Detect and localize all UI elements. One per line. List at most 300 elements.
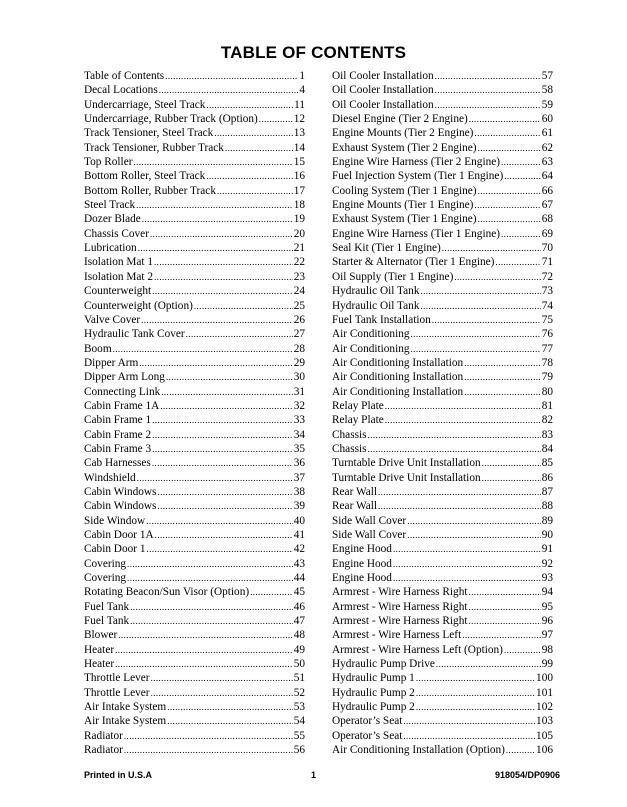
toc-entry-page: 35 bbox=[293, 442, 305, 455]
toc-right-column bbox=[332, 69, 553, 758]
toc-entry bbox=[84, 471, 305, 485]
dot-leader bbox=[166, 370, 293, 384]
dot-leader bbox=[152, 413, 293, 427]
footer-printed-in: Printed in U.S.A bbox=[84, 770, 153, 780]
toc-entry bbox=[84, 169, 305, 183]
dot-leader bbox=[393, 542, 541, 556]
dot-leader bbox=[416, 700, 535, 714]
dot-leader bbox=[142, 212, 293, 226]
toc-entry-title: Seal Kit (Tier 1 Engine) bbox=[332, 242, 441, 255]
toc-entry-title: Windshield bbox=[84, 471, 136, 484]
toc-entry bbox=[332, 600, 553, 614]
toc-entry bbox=[332, 686, 553, 700]
toc-entry-page: 26 bbox=[293, 313, 305, 326]
toc-entry-page: 72 bbox=[541, 270, 553, 283]
toc-entry bbox=[84, 528, 305, 542]
dot-leader bbox=[478, 184, 541, 198]
toc-entry bbox=[332, 270, 553, 284]
toc-entry-page: 58 bbox=[541, 84, 553, 97]
dot-leader bbox=[368, 442, 541, 456]
dot-leader bbox=[464, 385, 541, 399]
toc-entry-page: 51 bbox=[293, 672, 305, 685]
toc-entry-title: Oil Supply (Tier 1 Engine) bbox=[332, 270, 454, 283]
toc-entry bbox=[84, 557, 305, 571]
toc-entry-page: 81 bbox=[541, 399, 553, 412]
toc-entry-title: Turntable Drive Unit Installation bbox=[332, 457, 481, 470]
toc-entry-title: Relay Plate bbox=[332, 399, 384, 412]
toc-entry bbox=[84, 356, 305, 370]
dot-leader bbox=[159, 83, 299, 97]
toc-entry bbox=[332, 714, 553, 728]
toc-entry bbox=[84, 743, 305, 757]
toc-entry-page: 78 bbox=[541, 356, 553, 369]
toc-entry bbox=[332, 126, 553, 140]
toc-entry-page: 49 bbox=[293, 643, 305, 656]
toc-entry-title: Engine Mounts (Tier 1 Engine) bbox=[332, 199, 474, 212]
toc-entry bbox=[84, 671, 305, 685]
toc-entry-page: 23 bbox=[293, 270, 305, 283]
toc-entry-page: 61 bbox=[541, 127, 553, 140]
toc-entry bbox=[84, 485, 305, 499]
toc-entry-title: Throttle Lever bbox=[84, 686, 150, 699]
dot-leader bbox=[501, 227, 541, 241]
toc-entry-title: Cabin Frame 2 bbox=[84, 428, 152, 441]
toc-entry-title: Starter & Alternator (Tier 1 Engine) bbox=[332, 256, 495, 269]
toc-entry bbox=[332, 69, 553, 83]
toc-entry bbox=[332, 428, 553, 442]
toc-entry-page: 63 bbox=[541, 156, 553, 169]
toc-entry-title: Dozer Blade bbox=[84, 213, 141, 226]
toc-entry bbox=[84, 442, 305, 456]
toc-entry bbox=[84, 657, 305, 671]
toc-entry-page: 18 bbox=[293, 199, 305, 212]
dot-leader bbox=[478, 212, 541, 226]
dot-leader bbox=[152, 456, 293, 470]
toc-entry-title: Covering bbox=[84, 572, 127, 585]
toc-entry-page: 101 bbox=[536, 686, 553, 699]
dot-leader bbox=[474, 126, 540, 140]
toc-entry-title: Fuel Injection System (Tier 1 Engine) bbox=[332, 170, 504, 183]
toc-entry-title: Dipper Arm bbox=[84, 356, 139, 369]
toc-entry bbox=[332, 169, 553, 183]
toc-entry bbox=[332, 255, 553, 269]
toc-entry-page: 28 bbox=[293, 342, 305, 355]
toc-entry bbox=[84, 729, 305, 743]
dot-leader bbox=[435, 98, 541, 112]
dot-leader bbox=[504, 643, 541, 657]
toc-entry-page: 100 bbox=[536, 672, 553, 685]
toc-entry-title: Hydraulic Pump 1 bbox=[332, 672, 415, 685]
dot-leader bbox=[474, 198, 540, 212]
dot-leader bbox=[157, 499, 292, 513]
toc-entry-page: 106 bbox=[536, 744, 553, 757]
toc-entry-title: Side Wall Cover bbox=[332, 529, 407, 541]
toc-entry-title: Hydraulic Tank Cover bbox=[84, 328, 185, 341]
toc-entry-title: Engine Hood bbox=[332, 557, 392, 570]
dot-leader bbox=[152, 284, 293, 298]
page-title: TABLE OF CONTENTS bbox=[220, 43, 407, 62]
toc-entry-page: 95 bbox=[541, 600, 553, 613]
toc-entry-page: 73 bbox=[541, 285, 553, 298]
toc-entry-page: 84 bbox=[541, 442, 553, 455]
toc-entry bbox=[332, 198, 553, 212]
toc-entry-page: 38 bbox=[293, 485, 305, 498]
toc-entry bbox=[84, 700, 305, 714]
toc-entry bbox=[84, 628, 305, 642]
toc-entry-title: Cabin Windows bbox=[84, 485, 157, 498]
toc-entry-page: 54 bbox=[293, 715, 305, 728]
toc-entry-page: 62 bbox=[541, 141, 553, 154]
dot-leader bbox=[454, 270, 540, 284]
toc-entry-title: Cooling System (Tier 1 Engine) bbox=[332, 184, 477, 197]
toc-entry-title: Undercarriage, Steel Track bbox=[84, 98, 206, 111]
toc-entry bbox=[84, 227, 305, 241]
toc-entry bbox=[332, 643, 553, 657]
toc-entry-page: 14 bbox=[293, 141, 305, 154]
dot-leader bbox=[259, 112, 293, 126]
toc-entry-page: 39 bbox=[293, 500, 305, 513]
dot-leader bbox=[139, 356, 292, 370]
dot-leader bbox=[165, 69, 298, 83]
toc-entry-page: 93 bbox=[541, 572, 553, 585]
toc-entry bbox=[84, 413, 305, 427]
toc-entry-page: 22 bbox=[293, 256, 305, 269]
toc-entry bbox=[332, 370, 553, 384]
toc-entry-title: Isolation Mat 1 bbox=[84, 256, 154, 269]
toc-entry-page: 45 bbox=[293, 586, 305, 599]
toc-entry-title: Operator’s Seat bbox=[332, 715, 403, 728]
toc-entry bbox=[332, 514, 553, 528]
toc-entry-page: 52 bbox=[293, 686, 305, 699]
dot-leader bbox=[138, 241, 293, 255]
toc-entry-title: Steel Track bbox=[84, 199, 136, 212]
toc-entry-title: Rotating Beacon/Sun Visor (Option) bbox=[84, 586, 250, 599]
toc-entry-title: Engine Hood bbox=[332, 572, 392, 585]
dot-leader bbox=[411, 327, 541, 341]
dot-leader bbox=[469, 614, 541, 628]
dot-leader bbox=[206, 98, 293, 112]
toc-entry-title: Armrest - Wire Harness Left bbox=[332, 629, 462, 642]
toc-entry-title: Side Wall Cover bbox=[332, 514, 407, 527]
dot-leader bbox=[469, 585, 541, 599]
dot-leader bbox=[194, 299, 293, 313]
dot-leader bbox=[124, 729, 293, 743]
dot-leader bbox=[161, 385, 292, 399]
toc-entry-page: 82 bbox=[541, 414, 553, 427]
toc-entry bbox=[332, 342, 553, 356]
dot-leader bbox=[225, 141, 293, 155]
toc-entry-title: Cabin Frame 1 bbox=[84, 414, 152, 427]
toc-entry bbox=[84, 428, 305, 442]
toc-entry-title: Hydraulic Oil Tank bbox=[332, 299, 420, 312]
dot-leader bbox=[411, 342, 541, 356]
toc-entry bbox=[332, 313, 553, 327]
toc-entry-title: Counterweight (Option) bbox=[84, 299, 193, 312]
toc-entry-title: Armrest - Wire Harness Right bbox=[332, 600, 468, 613]
toc-entry-page: 94 bbox=[541, 586, 553, 599]
toc-entry-title: Blower bbox=[84, 629, 118, 642]
toc-entry-page: 92 bbox=[541, 557, 553, 570]
toc-entry-title: Cabin Door 1 bbox=[84, 543, 146, 556]
toc-entry-title: Dipper Arm Long bbox=[84, 371, 165, 384]
dot-leader bbox=[167, 700, 293, 714]
toc-entry bbox=[332, 628, 553, 642]
toc-entry bbox=[84, 571, 305, 585]
toc-entry bbox=[332, 456, 553, 470]
toc-entry-title: Cabin Windows bbox=[84, 500, 157, 513]
toc-entry-page: 42 bbox=[293, 543, 305, 556]
toc-entry-title: Heater bbox=[84, 643, 115, 656]
toc-entry-page: 59 bbox=[541, 98, 553, 111]
toc-entry bbox=[84, 542, 305, 556]
toc-entry-page: 57 bbox=[541, 70, 553, 82]
toc-entry-title: Turntable Drive Unit Installation bbox=[332, 471, 481, 484]
toc-entry-page: 40 bbox=[293, 514, 305, 527]
toc-entry-title: Rear Wall bbox=[332, 500, 377, 513]
dot-leader bbox=[462, 628, 541, 642]
toc-entry bbox=[332, 184, 553, 198]
toc-entry-title: Exhaust System (Tier 2 Engine) bbox=[332, 141, 477, 154]
dot-leader bbox=[154, 270, 293, 284]
dot-leader bbox=[407, 528, 541, 542]
toc-entry-page: 70 bbox=[541, 242, 553, 255]
toc-entry bbox=[332, 327, 553, 341]
toc-entry-page: 13 bbox=[293, 127, 305, 140]
toc-entry-title: Air Conditioning Installation (Option) bbox=[332, 744, 505, 757]
dot-leader bbox=[155, 528, 293, 542]
toc-entry-page: 33 bbox=[293, 414, 305, 427]
toc-entry bbox=[332, 542, 553, 556]
toc-entry bbox=[84, 686, 305, 700]
dot-leader bbox=[385, 413, 541, 427]
toc-entry-title: Air Conditioning Installation bbox=[332, 385, 464, 398]
toc-entry bbox=[332, 413, 553, 427]
toc-entry-title: Fuel Tank bbox=[84, 615, 130, 628]
toc-entry-title: Air Conditioning Installation bbox=[332, 356, 464, 369]
dot-leader bbox=[385, 399, 541, 413]
toc-entry-page: 37 bbox=[293, 471, 305, 484]
toc-entry-title: Heater bbox=[84, 658, 115, 671]
toc-entry-title: Undercarriage, Rubber Track (Option) bbox=[84, 113, 258, 126]
dot-leader bbox=[368, 428, 541, 442]
toc-entry-page: 88 bbox=[541, 500, 553, 513]
toc-entry-page: 19 bbox=[293, 213, 305, 226]
dot-leader bbox=[420, 284, 540, 298]
toc-entry bbox=[332, 399, 553, 413]
toc-entry-title: Valve Cover bbox=[84, 313, 141, 326]
toc-entry-page: 41 bbox=[293, 529, 305, 541]
dot-leader bbox=[130, 600, 293, 614]
toc-entry-page: 97 bbox=[541, 629, 553, 642]
toc-entry-page: 30 bbox=[293, 371, 305, 384]
toc-entry bbox=[84, 643, 305, 657]
toc-entry bbox=[332, 212, 553, 226]
toc-entry-title: Relay Plate bbox=[332, 414, 384, 427]
dot-leader bbox=[147, 542, 293, 556]
toc-entry-title: Engine Wire Harness (Tier 1 Engine) bbox=[332, 227, 501, 240]
toc-entry bbox=[332, 141, 553, 155]
toc-entry bbox=[332, 385, 553, 399]
toc-entry bbox=[332, 471, 553, 485]
toc-entry-title: Table of Contents bbox=[84, 70, 165, 82]
toc-entry bbox=[84, 184, 305, 198]
toc-entry-page: 15 bbox=[293, 156, 305, 169]
dot-leader bbox=[113, 342, 293, 356]
toc-entry-page: 69 bbox=[541, 227, 553, 240]
dot-leader bbox=[186, 327, 293, 341]
toc-entry-title: Cabin Frame 1A bbox=[84, 399, 160, 412]
dot-leader bbox=[157, 485, 292, 499]
toc-entry-page: 67 bbox=[541, 199, 553, 212]
toc-entry-page: 25 bbox=[293, 299, 305, 312]
toc-entry bbox=[84, 241, 305, 255]
toc-entry-title: Hydraulic Pump 2 bbox=[332, 686, 415, 699]
toc-entry-title: Throttle Lever bbox=[84, 672, 150, 685]
dot-leader bbox=[416, 671, 535, 685]
dot-leader bbox=[115, 657, 293, 671]
toc-entry-title: Hydraulic Oil Tank bbox=[332, 285, 420, 298]
toc-entry bbox=[84, 284, 305, 298]
toc-entry bbox=[84, 514, 305, 528]
toc-entry-title: Operator’s Seat bbox=[332, 729, 403, 742]
dot-leader bbox=[214, 126, 292, 140]
toc-entry-title: Engine Mounts (Tier 2 Engine) bbox=[332, 127, 474, 140]
toc-entry-title: Air Intake System bbox=[84, 701, 167, 714]
toc-entry-title: Chassis bbox=[332, 442, 367, 455]
footer-page-number: 1 bbox=[310, 770, 316, 780]
dot-leader bbox=[250, 585, 293, 599]
toc-entry-title: Bottom Roller, Steel Track bbox=[84, 170, 206, 183]
toc-entry-title: Armrest - Wire Harness Right bbox=[332, 615, 468, 628]
dot-leader bbox=[160, 399, 292, 413]
toc-entry-page: 90 bbox=[541, 529, 553, 541]
toc-entry bbox=[84, 585, 305, 599]
dot-leader bbox=[482, 471, 541, 485]
dot-leader bbox=[127, 557, 293, 571]
dot-leader bbox=[137, 471, 293, 485]
dot-leader bbox=[464, 356, 541, 370]
toc-entry-page: 105 bbox=[536, 729, 553, 742]
toc-entry-title: Boom bbox=[84, 342, 112, 355]
toc-entry bbox=[332, 155, 553, 169]
toc-entry-page: 89 bbox=[541, 514, 553, 527]
toc-entry bbox=[332, 241, 553, 255]
toc-entry-title: Side Window bbox=[84, 514, 146, 527]
toc-entry-page: 80 bbox=[541, 385, 553, 398]
toc-entry bbox=[84, 83, 305, 97]
toc-entry-page: 47 bbox=[293, 615, 305, 628]
toc-entry-page: 46 bbox=[293, 600, 305, 613]
dot-leader bbox=[393, 571, 541, 585]
toc-entry-page: 103 bbox=[536, 715, 553, 728]
toc-entry-page: 86 bbox=[541, 471, 553, 484]
toc-entry bbox=[332, 729, 553, 743]
toc-entry-page: 11 bbox=[294, 98, 305, 111]
toc-entry-page: 96 bbox=[541, 615, 553, 628]
toc-entry bbox=[84, 212, 305, 226]
dot-leader bbox=[436, 657, 541, 671]
dot-leader bbox=[217, 184, 293, 198]
toc-entry-page: 99 bbox=[541, 658, 553, 671]
toc-entry bbox=[332, 112, 553, 126]
toc-entry-title: Bottom Roller, Rubber Track bbox=[84, 184, 216, 197]
toc-entry bbox=[84, 112, 305, 126]
dot-leader bbox=[464, 370, 541, 384]
toc-entry-title: Oil Cooler Installation bbox=[332, 98, 434, 111]
toc-entry-page: 16 bbox=[293, 170, 305, 183]
toc-entry bbox=[84, 313, 305, 327]
toc-entry-page: 29 bbox=[293, 356, 305, 369]
toc-entry-page: 4 bbox=[299, 84, 305, 97]
toc-entry bbox=[332, 284, 553, 298]
toc-entry bbox=[84, 69, 305, 83]
toc-entry-page: 1 bbox=[299, 70, 305, 82]
toc-entry bbox=[84, 198, 305, 212]
toc-entry-page: 64 bbox=[541, 170, 553, 183]
dot-leader bbox=[127, 571, 293, 585]
toc-entry bbox=[332, 499, 553, 513]
toc-entry-page: 76 bbox=[541, 328, 553, 341]
toc-entry-title: Oil Cooler Installation bbox=[332, 70, 434, 82]
toc-entry-title: Engine Hood bbox=[332, 543, 392, 556]
toc-entry-title: Chassis bbox=[332, 428, 367, 441]
dot-leader bbox=[152, 428, 293, 442]
toc-entry-title: Track Tensioner, Steel Track bbox=[84, 127, 214, 140]
toc-entry-title: Isolation Mat 2 bbox=[84, 270, 154, 283]
dot-leader bbox=[435, 83, 541, 97]
toc-entry-page: 71 bbox=[541, 256, 553, 269]
dot-leader bbox=[501, 155, 541, 169]
toc-entry-title: Air Intake System bbox=[84, 715, 167, 728]
dot-leader bbox=[378, 499, 541, 513]
toc-entry bbox=[332, 227, 553, 241]
dot-leader bbox=[442, 241, 541, 255]
dot-leader bbox=[482, 456, 541, 470]
toc-entry-page: 21 bbox=[293, 242, 305, 255]
dot-leader bbox=[136, 198, 293, 212]
toc-entry bbox=[84, 499, 305, 513]
toc-entry bbox=[332, 442, 553, 456]
footer-document-code: 918054/DP0906 bbox=[494, 770, 560, 780]
toc-entry bbox=[84, 255, 305, 269]
toc-entry-page: 24 bbox=[293, 285, 305, 298]
toc-entry bbox=[84, 270, 305, 284]
toc-entry bbox=[332, 657, 553, 671]
dot-leader bbox=[130, 614, 293, 628]
toc-entry-page: 56 bbox=[293, 744, 305, 757]
toc-entry-page: 102 bbox=[536, 701, 553, 714]
toc-entry bbox=[332, 571, 553, 585]
dot-leader bbox=[478, 141, 541, 155]
dot-leader bbox=[403, 729, 535, 743]
toc-entry-title: Cabin Frame 3 bbox=[84, 442, 152, 455]
toc-entry-title: Radiator bbox=[84, 744, 123, 757]
dot-leader bbox=[506, 743, 535, 757]
dot-leader bbox=[432, 313, 541, 327]
toc-entry-title: Fuel Tank Installation bbox=[332, 313, 431, 326]
dot-leader bbox=[469, 600, 541, 614]
toc-entry bbox=[84, 98, 305, 112]
toc-entry-title: Hydraulic Pump 2 bbox=[332, 701, 415, 714]
toc-entry-page: 31 bbox=[293, 385, 305, 398]
toc-entry bbox=[332, 356, 553, 370]
toc-entry-page: 48 bbox=[293, 629, 305, 642]
toc-entry-title: Fuel Tank bbox=[84, 600, 130, 613]
toc-entry bbox=[84, 327, 305, 341]
toc-entry-title: Hydraulic Pump Drive bbox=[332, 658, 435, 671]
dot-leader bbox=[504, 169, 540, 183]
dot-leader bbox=[469, 112, 541, 126]
